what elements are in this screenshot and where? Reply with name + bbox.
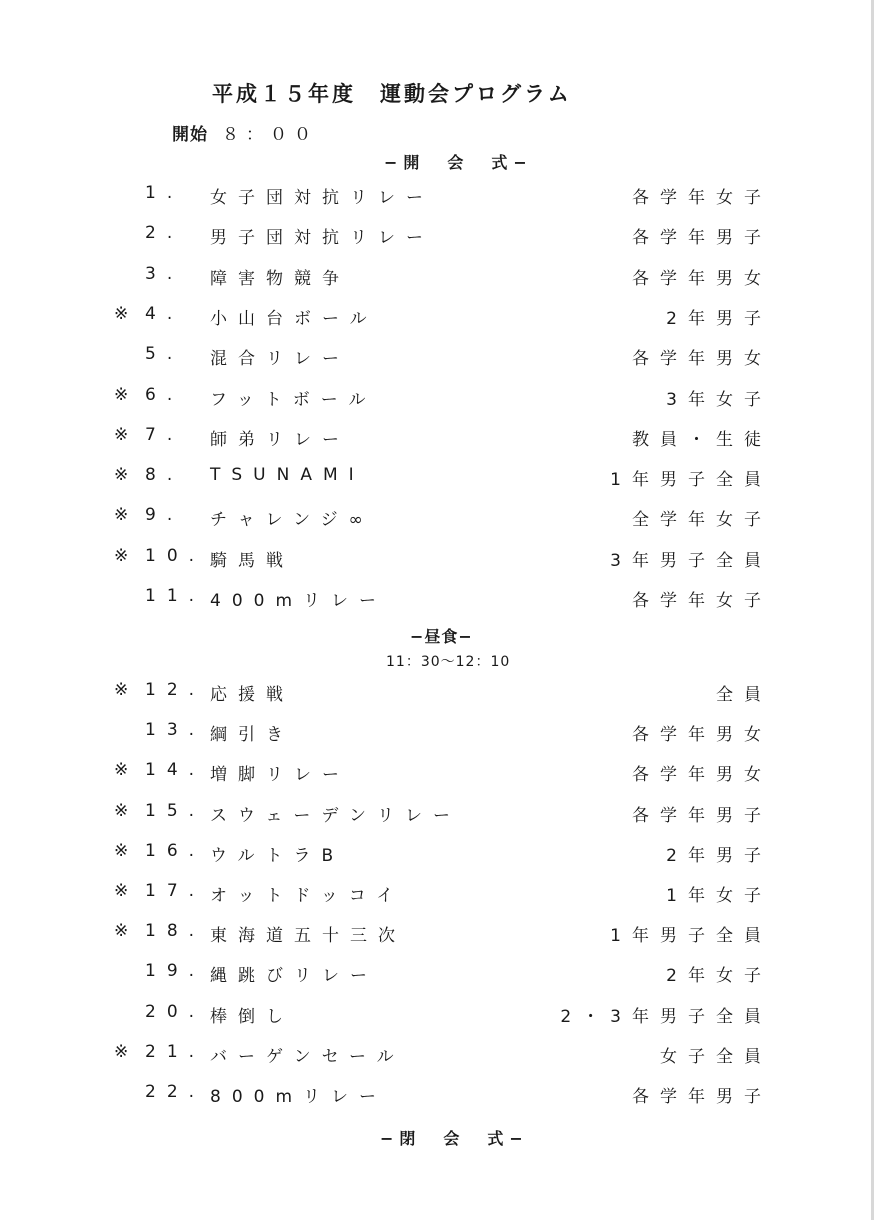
event-participants: 各学年男子 bbox=[632, 1087, 772, 1107]
event-name: 400mリレー bbox=[210, 591, 388, 611]
program-row bbox=[0, 344, 874, 374]
program-row bbox=[0, 801, 874, 831]
start-time bbox=[172, 120, 318, 145]
event-name: 応援戦 bbox=[210, 685, 294, 705]
event-participants: 2年女子 bbox=[666, 966, 772, 987]
event-number: 15. bbox=[145, 800, 206, 821]
event-participants: 全学年女子 bbox=[632, 510, 772, 531]
event-mark: ※ bbox=[114, 881, 129, 901]
event-name: スウェーデンリレー bbox=[210, 805, 461, 826]
event-mark: ※ bbox=[114, 1041, 129, 1062]
event-mark: ※ bbox=[114, 303, 129, 324]
event-number: 14. bbox=[145, 760, 206, 781]
program-row bbox=[0, 680, 874, 710]
event-number: 3. bbox=[145, 263, 184, 284]
event-number: 22. bbox=[145, 1082, 206, 1102]
event-name: TSUNAMI bbox=[210, 465, 365, 486]
event-participants: 3年男子全員 bbox=[610, 550, 772, 571]
event-number: 12. bbox=[145, 680, 206, 700]
event-mark: ※ bbox=[114, 545, 129, 566]
event-participants: 3年女子 bbox=[666, 389, 772, 410]
event-name: 師弟リレー bbox=[210, 429, 350, 450]
event-number: 7. bbox=[145, 424, 184, 445]
program-row bbox=[0, 1002, 874, 1032]
lunch-time: 11：30〜12：10 bbox=[386, 654, 511, 670]
event-participants: 女子全員 bbox=[660, 1046, 772, 1067]
program-row bbox=[0, 921, 874, 951]
event-number: 5. bbox=[145, 344, 184, 365]
event-mark: ※ bbox=[114, 505, 129, 526]
event-number: 13. bbox=[145, 720, 206, 741]
event-mark: ※ bbox=[114, 465, 129, 486]
event-name: 男子団対抗リレー bbox=[210, 228, 434, 249]
event-name: 混合リレー bbox=[210, 349, 350, 370]
event-number: 20. bbox=[145, 1001, 206, 1022]
event-participants: 1年男子全員 bbox=[610, 926, 772, 947]
event-participants: 各学年男女 bbox=[632, 725, 772, 746]
event-name: 小山台ボール bbox=[210, 308, 378, 329]
program-row bbox=[0, 505, 874, 535]
program-row bbox=[0, 1042, 874, 1072]
event-number: 8. bbox=[145, 465, 184, 486]
event-mark: ※ bbox=[114, 800, 129, 821]
event-participants: 各学年男子 bbox=[632, 805, 772, 826]
closing-ceremony-heading: −閉 会 式− bbox=[380, 1129, 529, 1148]
event-name: 綱引き bbox=[210, 725, 294, 746]
event-number: 16. bbox=[145, 840, 206, 861]
event-number: 1. bbox=[145, 183, 184, 203]
page-title: 平成１５年度 運動会プログラム bbox=[212, 82, 572, 106]
event-name: 東海道五十三次 bbox=[210, 926, 406, 947]
event-participants: 教員・生徒 bbox=[632, 429, 772, 450]
event-participants: 各学年男女 bbox=[632, 349, 772, 370]
program-row bbox=[0, 465, 874, 495]
event-mark: ※ bbox=[114, 760, 129, 781]
program-row bbox=[0, 264, 874, 294]
event-name: 女子団対抗リレー bbox=[210, 188, 434, 208]
program-row bbox=[0, 385, 874, 415]
program-row bbox=[0, 546, 874, 576]
start-time-value: ８：００ bbox=[222, 125, 318, 145]
opening-ceremony-heading: −開 会 式− bbox=[384, 153, 533, 172]
event-name: 800mリレー bbox=[210, 1087, 388, 1107]
event-participants: 2年男子 bbox=[666, 845, 772, 866]
event-participants: 2・3年男子全員 bbox=[560, 1006, 772, 1027]
event-number: 11. bbox=[145, 586, 206, 606]
event-name: 縄跳びリレー bbox=[210, 966, 378, 987]
event-mark: ※ bbox=[114, 384, 129, 405]
event-name: ウルトラB bbox=[210, 845, 345, 866]
event-participants: 全員 bbox=[716, 685, 772, 705]
event-mark: ※ bbox=[114, 840, 129, 861]
program-row bbox=[0, 841, 874, 871]
event-participants: 各学年男女 bbox=[632, 268, 772, 289]
event-participants: 2年男子 bbox=[666, 308, 772, 329]
program-row bbox=[0, 223, 874, 253]
event-name: オットドッコイ bbox=[210, 886, 405, 906]
event-participants: 各学年男女 bbox=[632, 765, 772, 786]
event-participants: 1年女子 bbox=[666, 886, 772, 906]
program-row bbox=[0, 304, 874, 334]
event-number: 9. bbox=[145, 505, 184, 526]
event-participants: 各学年男子 bbox=[632, 228, 772, 249]
event-name: 障害物競争 bbox=[210, 268, 350, 289]
event-mark: ※ bbox=[114, 424, 129, 445]
event-name: フットボール bbox=[210, 389, 377, 410]
program-row bbox=[0, 425, 874, 455]
program-row bbox=[0, 1082, 874, 1112]
program-row bbox=[0, 183, 874, 213]
event-number: 21. bbox=[145, 1041, 206, 1062]
program-row bbox=[0, 586, 874, 616]
event-number: 6. bbox=[145, 384, 184, 405]
event-participants: 各学年女子 bbox=[632, 591, 772, 611]
program-row bbox=[0, 881, 874, 911]
event-participants: 1年男子全員 bbox=[610, 470, 772, 491]
event-number: 4. bbox=[145, 303, 184, 324]
event-number: 19. bbox=[145, 961, 206, 982]
program-row bbox=[0, 760, 874, 790]
event-number: 2. bbox=[145, 223, 184, 244]
program-row bbox=[0, 961, 874, 991]
program-row bbox=[0, 720, 874, 750]
start-label: 開始 bbox=[172, 125, 208, 145]
lunch-heading: −昼食− bbox=[410, 627, 473, 646]
event-name: 増脚リレー bbox=[210, 765, 350, 786]
event-name: チャレンジ∞ bbox=[210, 510, 374, 531]
event-name: バーゲンセール bbox=[210, 1046, 405, 1067]
event-participants: 各学年女子 bbox=[632, 188, 772, 208]
event-mark: ※ bbox=[114, 921, 129, 942]
event-name: 棒倒し bbox=[210, 1006, 294, 1027]
event-number: 10. bbox=[145, 545, 206, 566]
event-number: 17. bbox=[145, 881, 206, 901]
event-mark: ※ bbox=[114, 680, 129, 700]
event-number: 18. bbox=[145, 921, 206, 942]
event-name: 騎馬戦 bbox=[210, 550, 294, 571]
